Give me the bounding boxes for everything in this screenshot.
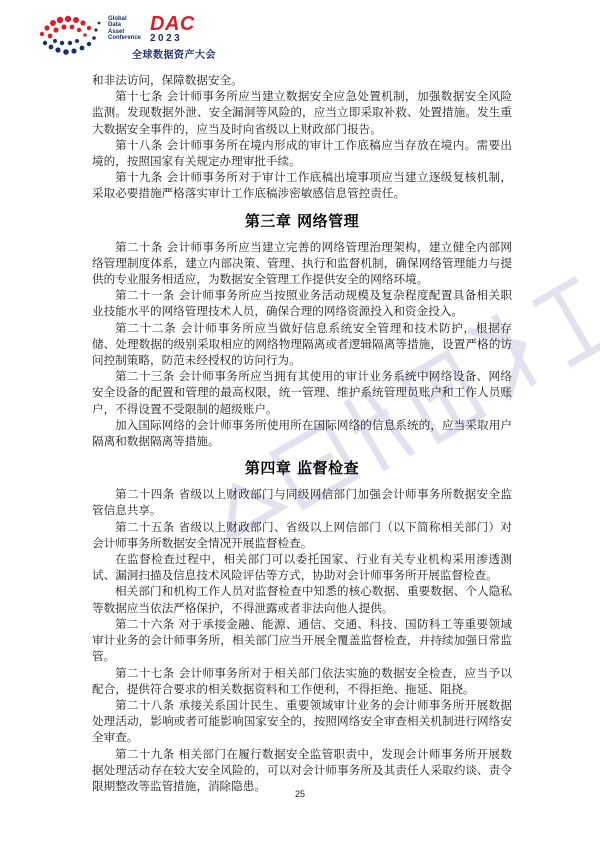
logo-line-4: Conference — [108, 35, 142, 42]
conference-logo-text — [108, 13, 278, 62]
document-body — [92, 72, 512, 794]
article-paragraph: 第二十三条 会计师事务所应当拥有其使用的审计业务系统中网络设备、网络安全设备的配置和管理的最高权限，统一管理、维护系统管理员账户和工作人员账户，不得设置不受限制的超级账户。 — [92, 369, 512, 416]
article-paragraph: 第二十四条 省级以上财政部门与同级网信部门加强会计师事务所数据安全监管信息共享。 — [92, 487, 512, 518]
logo-line-3: Asset — [108, 28, 125, 35]
article-paragraph: 第二十八条 承接关系国计民生、重要领域审计业务的会计师事务所开展数据处理活动，影响或者可能影响国家安全的，按照网络安全审查相关机制进行网络安全审查。 — [92, 697, 512, 745]
page-number: 25 — [294, 789, 305, 799]
logo-year: 2023 — [150, 33, 183, 44]
article-paragraph: 加入国际网络的会计师事务所使用所在国际网络的信息系统的，应当采取用户隔离和数据隔离等措施。 — [92, 417, 512, 449]
article-paragraph: 第二十九条 相关部门在履行数据安全监管职责中，发现会计师事务所开展数据处理活动存在较大安全风险的，可以对会计师事务所及其责任人采取约谈、责令限期整改等监管措施，消除隐患。 — [92, 746, 512, 793]
article-paragraph: 第十九条 会计师事务所对于审计工作底稿出境事项应当建立逐级复核机制，采取必要措施严格落实审计工作底稿涉密敏感信息管控责任。 — [92, 170, 512, 201]
article-paragraph: 第十七条 会计师事务所应当建立数据安全应急处置机制，加强数据安全风险监测。发现数据外泄、安全漏洞等风险的，应当立即采取补救、处置措施。发生重大数据安全事件的，应当及时向省级以上财政部门报告。 — [92, 89, 512, 136]
article-paragraph: 第二十七条 会计师事务所对于相关部门依法实施的数据安全检查，应当予以配合，提供符合要求的相关数据资料和工作便利，不得拒绝、拖延、阻挠。 — [92, 665, 512, 696]
conference-header — [36, 12, 296, 62]
article-paragraph: 第二十六条 对于承接金融、能源、通信、交通、科技、国防科工等重要领域审计业务的会计师事务所，相关部门应当开展全覆盖监督检查，并持续加强日常监管。 — [92, 616, 512, 664]
article-paragraph: 在监督检查过程中，相关部门可以委托国家、行业有关专业机构采用渗透测试、漏洞扫描及信息技术风险评估等方式，协助对会计师事务所开展监督检查。 — [92, 552, 512, 583]
chapter-heading: 第四章 监督检查 — [244, 459, 360, 478]
article-paragraph: 和非法访问，保障数据安全。 — [92, 73, 243, 87]
article-paragraph: 第二十条 会计师事务所应当建立完善的网络管理治理架构，建立健全内部网络管理制度体系，建立内部决策、管理、执行和监督机制，确保网络管理能力与提供的专业服务相适应，为数据安全管理工作提供安全的网络环境。 — [92, 239, 512, 287]
logo-brand: DAC — [150, 13, 195, 35]
article-paragraph: 第二十一条 会计师事务所应当按照业务活动规模及复杂程度配置具备相关职业技能水平的网络管理技术人员，确保合理的网络资源投入和资金投入。 — [92, 288, 512, 319]
article-paragraph: 第十八条 会计师事务所在境内形成的审计工作底稿应当存放在境内。需要出境的，按照国家有关规定办理审批手续。 — [92, 137, 512, 169]
article-paragraph: 第二十五条 省级以上财政部门、省级以上网信部门（以下简称相关部门）对会计师事务所数据安全情况开展监督检查。 — [92, 519, 512, 550]
logo-line-2: Data — [108, 22, 122, 29]
logo-chinese-name: 全球数据资产大会 — [132, 50, 216, 61]
logo-english-name — [108, 16, 154, 42]
article-paragraph: 第二十二条 会计师事务所应当做好信息系统安全管理和技术防护，根据存储、处理数据的级别采取相应的网络物理隔离或者逻辑隔离等措施，设置严格的访问控制策略，防范未经授权的访问行为。 — [92, 320, 512, 368]
logo-line-1: Global — [108, 16, 127, 22]
dac-dot-logo-icon — [36, 14, 104, 60]
article-paragraph: 相关部门和机构工作人员对监督检查中知悉的核心数据、重要数据、个人隐私等数据应当依法严格保护，不得泄露或者非法向他人提供。 — [92, 584, 512, 615]
chapter-heading: 第三章 网络管理 — [244, 211, 360, 230]
